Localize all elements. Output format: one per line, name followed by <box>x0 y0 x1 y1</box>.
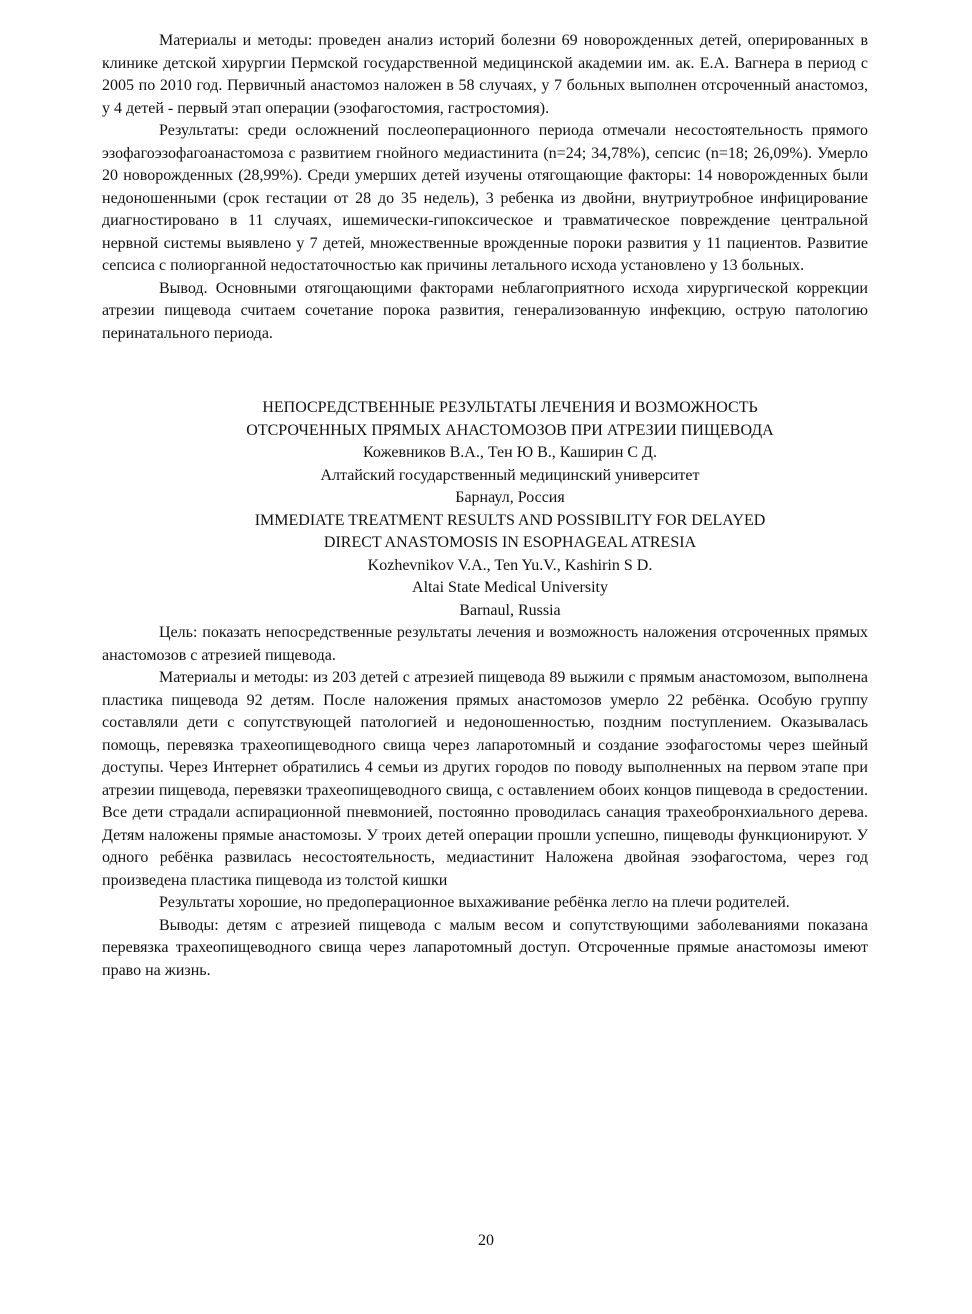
city-ru: Барнаул, Россия <box>455 489 565 506</box>
city-en: Barnaul, Russia <box>459 601 561 619</box>
authors-ru: Кожевников В.А., Тен Ю В., Каширин С Д. <box>363 444 657 461</box>
document-page <box>102 30 868 982</box>
institution-ru: Алтайский государственный медицинский университет <box>320 466 700 484</box>
aim-paragraph: Цель: показать непосредственные результаты лечения и возможность наложения отсроченных прямых анастомозов с атрезией пищевода. <box>102 624 868 664</box>
results-paragraph: Результаты хорошие, но предоперационное выхаживание ребёнка легло на плечи родителей. <box>159 894 790 911</box>
institution-en: Altai State Medical University <box>412 579 608 596</box>
authors-en: Kozhevnikov V.A., Ten Yu.V., Kashirin S D. <box>367 556 653 574</box>
methods-paragraph: Материалы и методы: из 203 детей с атрезией пищевода 89 выжили с прямым анастомозом, выполнена пластика пищевода 92 детям. После наложения прямых анастомозов умерло 22 ребёнка. Особую группу составляли дети с сопутствующей патологией и недоношенностью, поздним поступлением. Оказывалась помощь, перевязка трахеопищеводного свища через лапаротомный и создание эзофагостомы через шейный доступы. Через Интернет обратились 4 семьи из других городов по поводу выполненных на первом этапе при атрезии пищевода, перевязки трахеопищеводного свища, с оставлением обоих концов пищевода в средостении. Все дети страдали аспирационной пневмонией, постоянно проводилась санация трахеобронхиального дерева. Детям наложены прямые анастомозы. У троих детей операции прошли успешно, пищеводы функционируют. У одного ребёнка развилась несостоятельность, медиастинит Наложена двойная эзофагостома, через год произведена пластика пищевода из толстой кишки <box>102 669 868 889</box>
title-ru-line-2: ОТСРОЧЕННЫХ ПРЯМЫХ АНАСТОМОЗОВ ПРИ АТРЕЗИИ ПИЩЕВОДА <box>246 421 774 439</box>
section-gap <box>102 345 868 397</box>
prev-conclusion-paragraph: Вывод. Основными отягощающими факторами неблагоприятного исхода хирургической коррекции атрезии пищевода считаем сочетание порока развития, генерализованную инфекцию, острую патологию перинатального периода. <box>102 279 868 342</box>
title-en-line-2: DIRECT ANASTOMOSIS IN ESOPHAGEAL ATRESIA <box>323 534 697 551</box>
prev-methods-paragraph: Материалы и методы: проведен анализ историй болезни 69 новорожденных детей, оперированных в клинике детской хирургии Пермской государственной медицинской академии им. ак. Е.А. Вагнера в период с 2005 по 2010 год. Первичный анастомоз наложен в 58 случаях, у 7 больных выполнен отсроченный анастомоз, у 4 детей - первый этап операции (эзофагостомия, гастростомия). <box>102 32 868 117</box>
prev-results-paragraph: Результаты: среди осложнений послеоперационного периода отмечали несостоятельность прямого эзофагоэзофагоанастомоза с развитием гнойного медиастинита (n=24; 34,78%), сепсис (n=18; 26,09%). Умерло 20 новорожденных (28,99%). Среди умерших детей изучены отягощающие факторы: 14 новорожденных были недоношенными (срок гестации от 28 до 35 недель), 3 ребенка из двойни, внутриутробное инфицирование диагностировано в 11 случаях, ишемически-гипоксическое и травматическое повреждение центральной нервной системы выявлено у 7 детей, множественные врожденные пороки развития у 11 пациентов. Развитие сепсиса с полиорганной недостаточностью как причины летального исхода установлено у 13 больных. <box>102 122 868 274</box>
page-number: 20 <box>478 1232 494 1249</box>
title-ru-line-1: НЕПОСРЕДСТВЕННЫЕ РЕЗУЛЬТАТЫ ЛЕЧЕНИЯ И ВОЗМОЖНОСТЬ <box>262 399 758 416</box>
conclusions-paragraph: Выводы: детям с атрезией пищевода с малым весом и сопутствующими заболеваниями показана перевязка трахеопищеводного свища через лапаротомный доступ. Отсроченные прямые анастомозы имеют право на жизнь. <box>102 916 868 979</box>
title-en-line-1: IMMEDIATE TREATMENT RESULTS AND POSSIBILITY FOR DELAYED <box>254 511 766 529</box>
article-header <box>102 397 868 622</box>
